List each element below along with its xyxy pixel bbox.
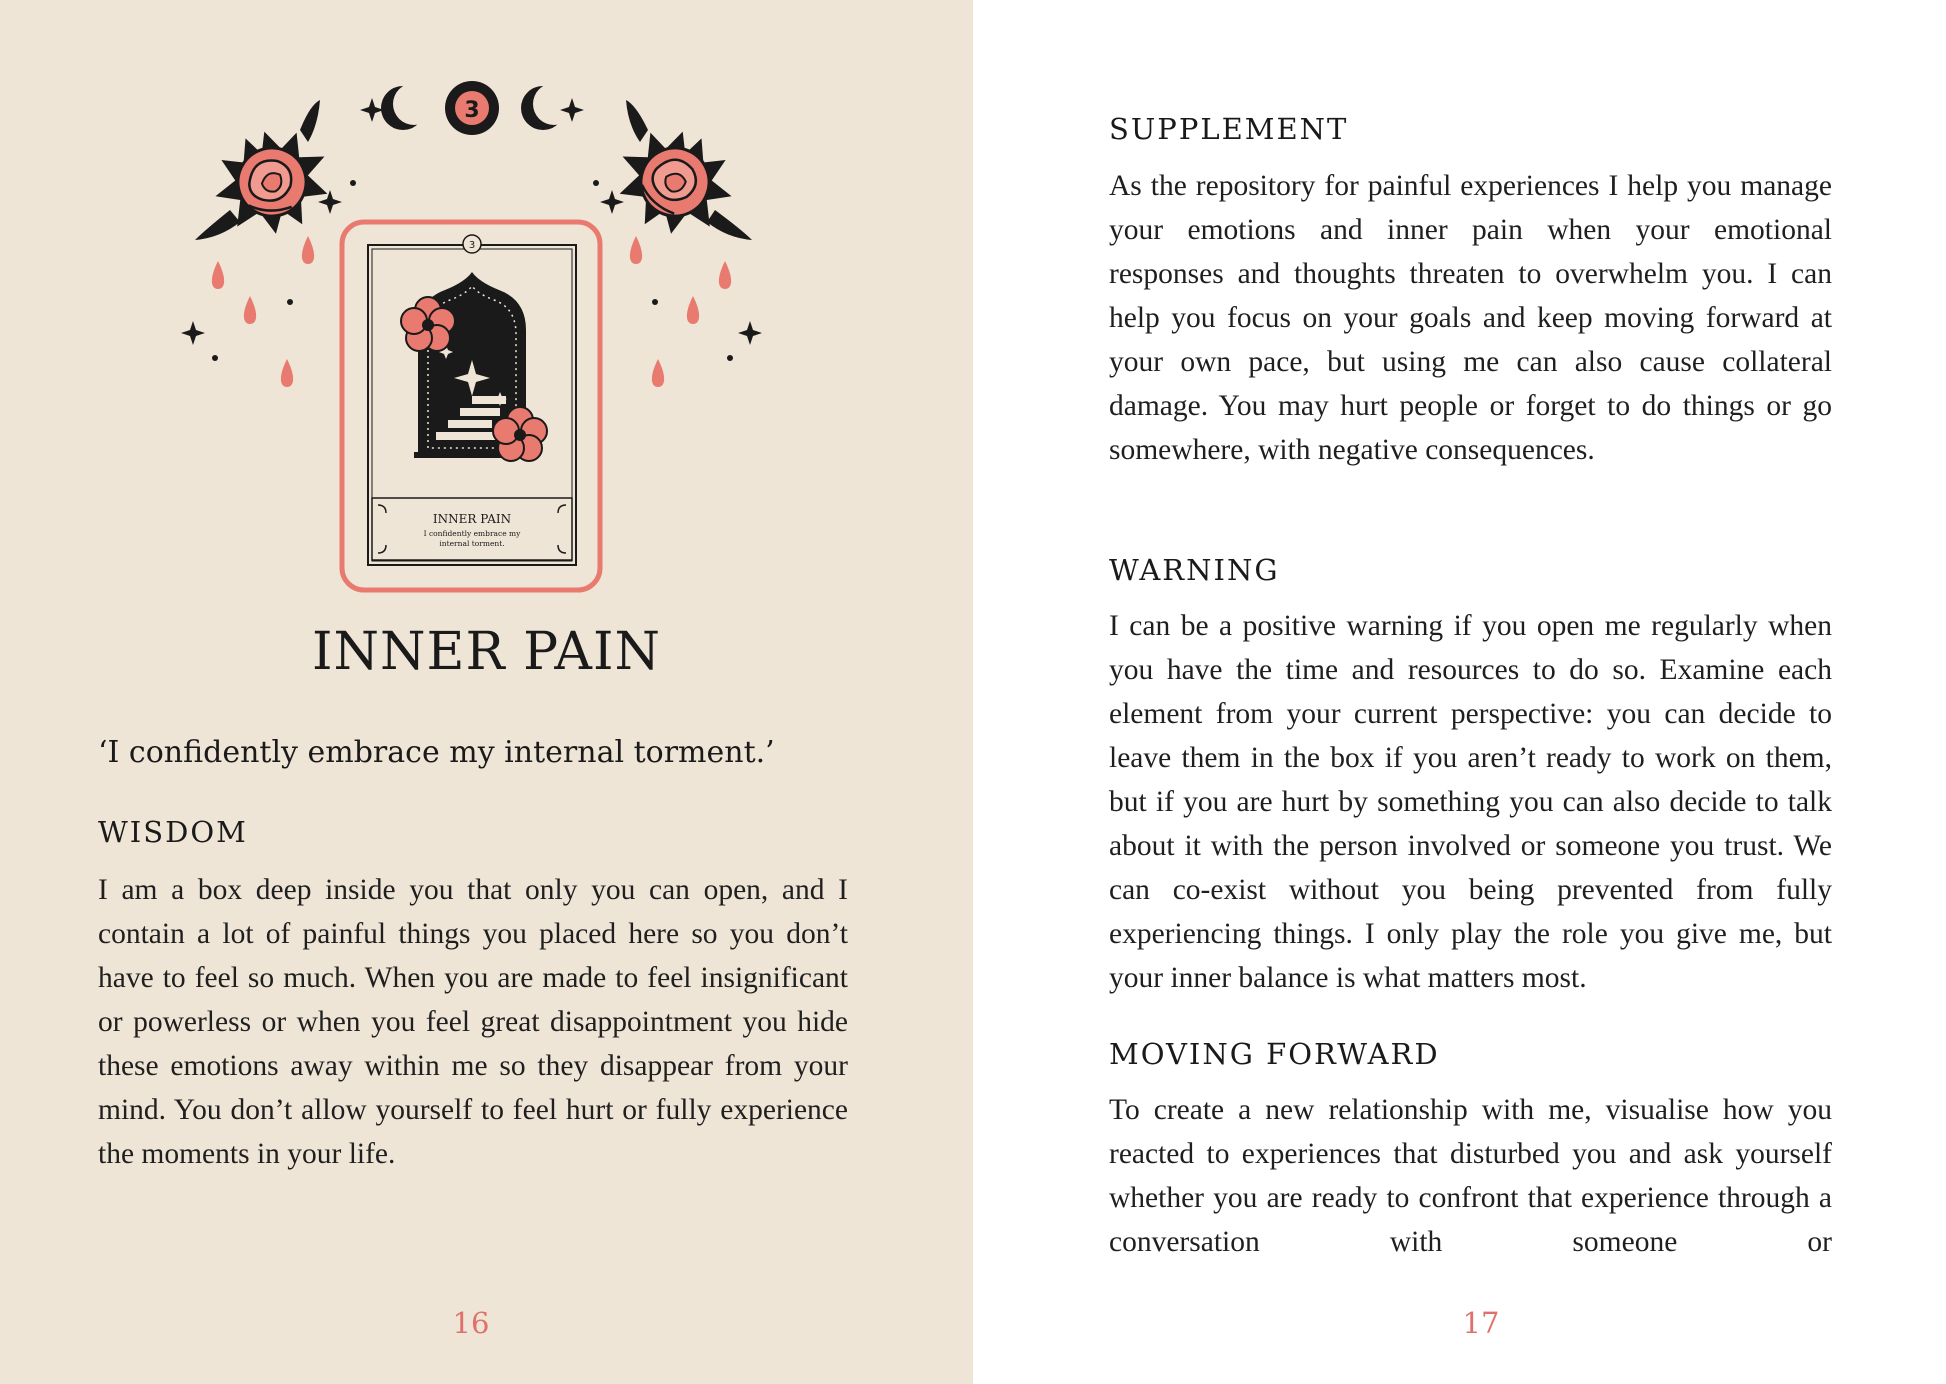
svg-text:I confidently embrace my: I confidently embrace my	[423, 529, 521, 538]
page-number-right: 17	[1462, 1306, 1500, 1340]
warning-heading: WARNING	[1109, 553, 1280, 587]
wisdom-text: I am a box deep inside you that only you can open, and I contain a lot of painful things you placed here so you don’t have to feel so much. When you are made to feel insignificant or powerless or when you feel great disappointment you hide these emotions away within me so they disappear from your mind. You don’t allow yourself to feel hurt or fully experience the moments in your life.	[98, 874, 848, 1170]
card-illustration	[0, 0, 973, 600]
crescent-moon-icon	[521, 83, 575, 130]
card-inner-title: INNER PAIN	[432, 512, 512, 526]
affirmation: ‘I confidently embrace my internal torment.’	[98, 735, 775, 770]
oracle-card	[342, 222, 600, 590]
svg-text:internal torment.: internal torment.	[439, 539, 505, 548]
page-number-left: 16	[452, 1306, 490, 1340]
wisdom-heading: WISDOM	[98, 815, 248, 849]
crescent-moon-icon	[381, 83, 435, 130]
card-number: 3	[464, 98, 480, 123]
moving-forward-heading: MOVING FORWARD	[1109, 1037, 1440, 1071]
supplement-heading: SUPPLEMENT	[1109, 112, 1349, 146]
svg-text:3: 3	[468, 240, 476, 251]
warning-text: I can be a positive warning if you open me regularly when you have the time and resources to do so. Examine each element from your current perspective: you can decide to leave them in the box if you aren’t ready to work on them, but if you are hurt by something you can also decide to talk about it with the person involved or someone you trust. We can co-exist without you being prevented from fully experiencing things. I only play the role you give me, but your inner balance is what matters most.	[1109, 610, 1832, 994]
supplement-text: As the repository for painful experiences I help you manage your emotions and inner pain when your emotional responses and thoughts threaten to overwhelm you. I can help you focus on your goals and keep moving forward at your own pace, but using me can also cause collateral damage. You may hurt people or forget to do things or go somewhere, with negative consequences.	[1109, 170, 1832, 466]
page-title: INNER PAIN	[312, 622, 661, 682]
right-page	[973, 0, 1946, 1384]
moving-forward-text: To create a new relationship with me, visualise how you reacted to experiences that disturbed you and ask yourself whether you are ready to confront that experience through a conversation with someone or	[1109, 1094, 1832, 1258]
